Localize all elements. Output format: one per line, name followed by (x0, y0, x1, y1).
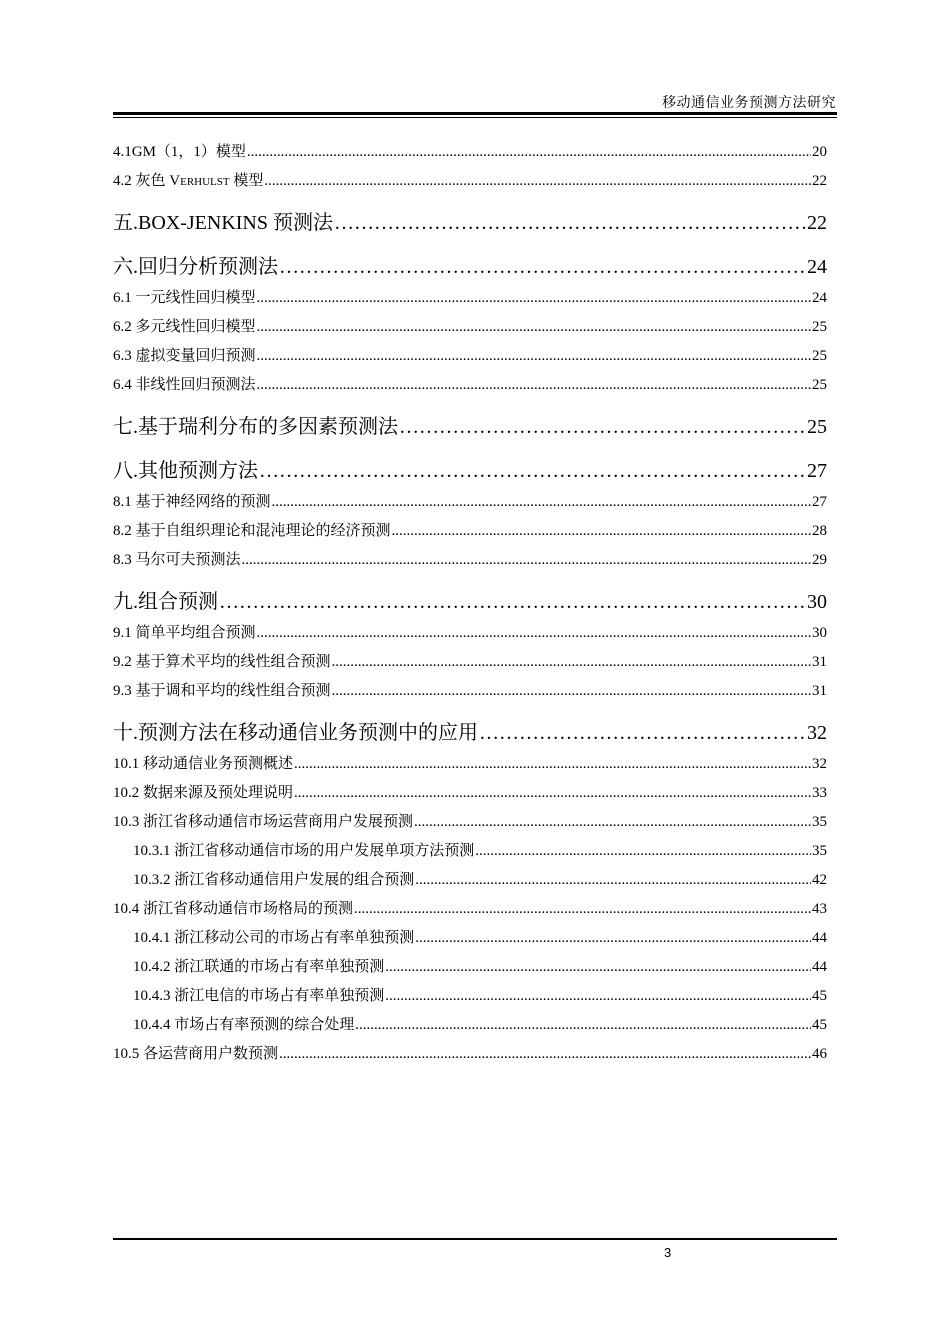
toc-page-number: 42 (812, 872, 827, 888)
toc-entry-level-2[interactable] (113, 546, 827, 575)
toc-entry-label: 6.1 一元线性回归模型 (113, 290, 256, 306)
toc-dot-leader (259, 444, 806, 488)
toc-entry-level-2[interactable] (113, 138, 827, 167)
toc-dot-leader (332, 648, 811, 677)
toc-dot-leader (479, 706, 806, 750)
toc-entry-level-2[interactable] (113, 895, 827, 924)
toc-dot-leader (257, 342, 811, 371)
toc-entry-level-2[interactable] (113, 342, 827, 371)
toc-entry-level-2[interactable] (113, 779, 827, 808)
toc-dot-leader (332, 677, 811, 706)
toc-entry-level-2[interactable] (113, 750, 827, 779)
toc-entry-label: 8.1 基于神经网络的预测 (113, 494, 271, 510)
toc-dot-leader (294, 750, 811, 779)
toc-page-number: 25 (807, 416, 827, 438)
toc-entry-level-1[interactable] (113, 706, 827, 750)
toc-page-number: 33 (812, 785, 827, 801)
toc-page-number: 43 (812, 901, 827, 917)
toc-dot-leader (257, 619, 811, 648)
toc-dot-leader (272, 488, 811, 517)
toc-entry-level-2[interactable] (113, 1040, 827, 1069)
toc-entry-label: 10.4.3 浙江电信的市场占有率单独预测 (133, 988, 385, 1004)
toc-page-number: 32 (807, 722, 827, 744)
toc-page-number: 31 (812, 654, 827, 670)
toc-page-number: 29 (812, 552, 827, 568)
toc-page-number: 24 (807, 256, 827, 278)
toc-page-number: 27 (807, 460, 827, 482)
toc-dot-leader (385, 953, 811, 982)
toc-page-number: 32 (812, 756, 827, 772)
toc-dot-leader (415, 866, 811, 895)
table-of-contents (113, 138, 827, 1069)
toc-entry-level-3[interactable] (113, 866, 827, 895)
toc-dot-leader (219, 575, 806, 619)
toc-entry-label: 七.基于瑞利分布的多因素预测法 (113, 416, 398, 438)
toc-entry-label: 8.2 基于自组织理论和混沌理论的经济预测 (113, 523, 391, 539)
toc-entry-level-1[interactable] (113, 400, 827, 444)
toc-page-number: 27 (812, 494, 827, 510)
toc-dot-leader (257, 313, 811, 342)
toc-page-number: 44 (812, 930, 827, 946)
toc-page-number: 24 (812, 290, 827, 306)
toc-dot-leader (247, 138, 811, 167)
toc-entry-level-2[interactable] (113, 167, 827, 196)
toc-entry-level-1[interactable] (113, 575, 827, 619)
toc-dot-leader (279, 240, 806, 284)
toc-entry-level-2[interactable] (113, 313, 827, 342)
toc-entry-label: 10.3 浙江省移动通信市场运营商用户发展预测 (113, 814, 414, 830)
toc-entry-level-2[interactable] (113, 619, 827, 648)
header-title: 移动通信业务预测方法研究 (662, 96, 836, 111)
toc-dot-leader (392, 517, 811, 546)
toc-dot-leader (294, 779, 811, 808)
toc-entry-level-1[interactable] (113, 240, 827, 284)
toc-entry-level-2[interactable] (113, 488, 827, 517)
toc-entry-label: 八.其他预测方法 (113, 460, 258, 482)
toc-entry-label: 9.2 基于算术平均的线性组合预测 (113, 654, 331, 670)
toc-dot-leader (354, 895, 811, 924)
toc-page-number: 45 (812, 1017, 827, 1033)
toc-entry-label: 4.1GM（1，1）模型 (113, 144, 246, 160)
toc-dot-leader (385, 982, 811, 1011)
toc-dot-leader (242, 546, 811, 575)
toc-entry-level-2[interactable] (113, 808, 827, 837)
toc-page-number: 28 (812, 523, 827, 539)
toc-entry-level-2[interactable] (113, 677, 827, 706)
toc-dot-leader (257, 371, 811, 400)
toc-page-number: 22 (807, 212, 827, 234)
toc-dot-leader (414, 808, 811, 837)
footer-rule (113, 1238, 837, 1240)
toc-entry-label: 10.3.1 浙江省移动通信市场的用户发展单项方法预测 (133, 843, 475, 859)
toc-entry-label: 8.3 马尔可夫预测法 (113, 552, 241, 568)
header-rule (113, 112, 837, 115)
toc-entry-label: 9.1 简单平均组合预测 (113, 625, 256, 641)
toc-page-number: 35 (812, 814, 827, 830)
toc-entry-label: 10.1 移动通信业务预测概述 (113, 756, 294, 772)
toc-entry-level-2[interactable] (113, 648, 827, 677)
toc-entry-level-1[interactable] (113, 196, 827, 240)
toc-page-number: 20 (812, 144, 827, 160)
header-rule-thin (113, 117, 837, 118)
toc-entry-label: 五.BOX-JENKINS 预测法 (113, 212, 333, 234)
toc-page-number: 25 (812, 377, 827, 393)
toc-entry-label: 10.2 数据来源及预处理说明 (113, 785, 294, 801)
toc-page-number: 35 (812, 843, 827, 859)
toc-entry-label: 10.3.2 浙江省移动通信用户发展的组合预测 (133, 872, 415, 888)
toc-dot-leader (415, 924, 811, 953)
toc-entry-label: 六.回归分析预测法 (113, 256, 278, 278)
toc-entry-level-1[interactable] (113, 444, 827, 488)
toc-page-number: 31 (812, 683, 827, 699)
toc-entry-level-2[interactable] (113, 517, 827, 546)
toc-entry-label: 6.4 非线性回归预测法 (113, 377, 256, 393)
toc-entry-label: 10.4.4 市场占有率预测的综合处理 (133, 1017, 355, 1033)
toc-entry-label: 10.5 各运营商用户数预测 (113, 1046, 279, 1062)
toc-dot-leader (399, 400, 806, 444)
toc-entry-level-3[interactable] (113, 953, 827, 982)
toc-entry-level-3[interactable] (113, 837, 827, 866)
toc-page-number: 30 (807, 591, 827, 613)
toc-entry-label: 9.3 基于调和平均的线性组合预测 (113, 683, 331, 699)
page-number: 3 (664, 1245, 672, 1260)
toc-entry-label: 6.2 多元线性回归模型 (113, 319, 256, 335)
toc-dot-leader (334, 196, 806, 240)
toc-dot-leader (355, 1011, 811, 1040)
toc-entry-label: 九.组合预测 (113, 591, 218, 613)
toc-entry-level-3[interactable] (113, 924, 827, 953)
toc-page-number: 45 (812, 988, 827, 1004)
toc-entry-label: 4.2 灰色 Verhulst 模型 (113, 173, 264, 189)
toc-page-number: 25 (812, 348, 827, 364)
toc-dot-leader (257, 284, 811, 313)
toc-page-number: 30 (812, 625, 827, 641)
toc-entry-level-2[interactable] (113, 371, 827, 400)
toc-page-number: 25 (812, 319, 827, 335)
toc-entry-label: 10.4.1 浙江移动公司的市场占有率单独预测 (133, 930, 415, 946)
toc-entry-label: 十.预测方法在移动通信业务预测中的应用 (113, 722, 478, 744)
toc-entry-label: 10.4.2 浙江联通的市场占有率单独预测 (133, 959, 385, 975)
toc-page-number: 22 (812, 173, 827, 189)
toc-entry-level-3[interactable] (113, 1011, 827, 1040)
toc-dot-leader (475, 837, 811, 866)
toc-page-number: 46 (812, 1046, 827, 1062)
toc-page-number: 44 (812, 959, 827, 975)
toc-entry-label: 10.4 浙江省移动通信市场格局的预测 (113, 901, 354, 917)
toc-entry-label: 6.3 虚拟变量回归预测 (113, 348, 256, 364)
toc-entry-level-2[interactable] (113, 284, 827, 313)
toc-dot-leader (264, 167, 811, 196)
toc-dot-leader (279, 1040, 811, 1069)
toc-entry-level-3[interactable] (113, 982, 827, 1011)
